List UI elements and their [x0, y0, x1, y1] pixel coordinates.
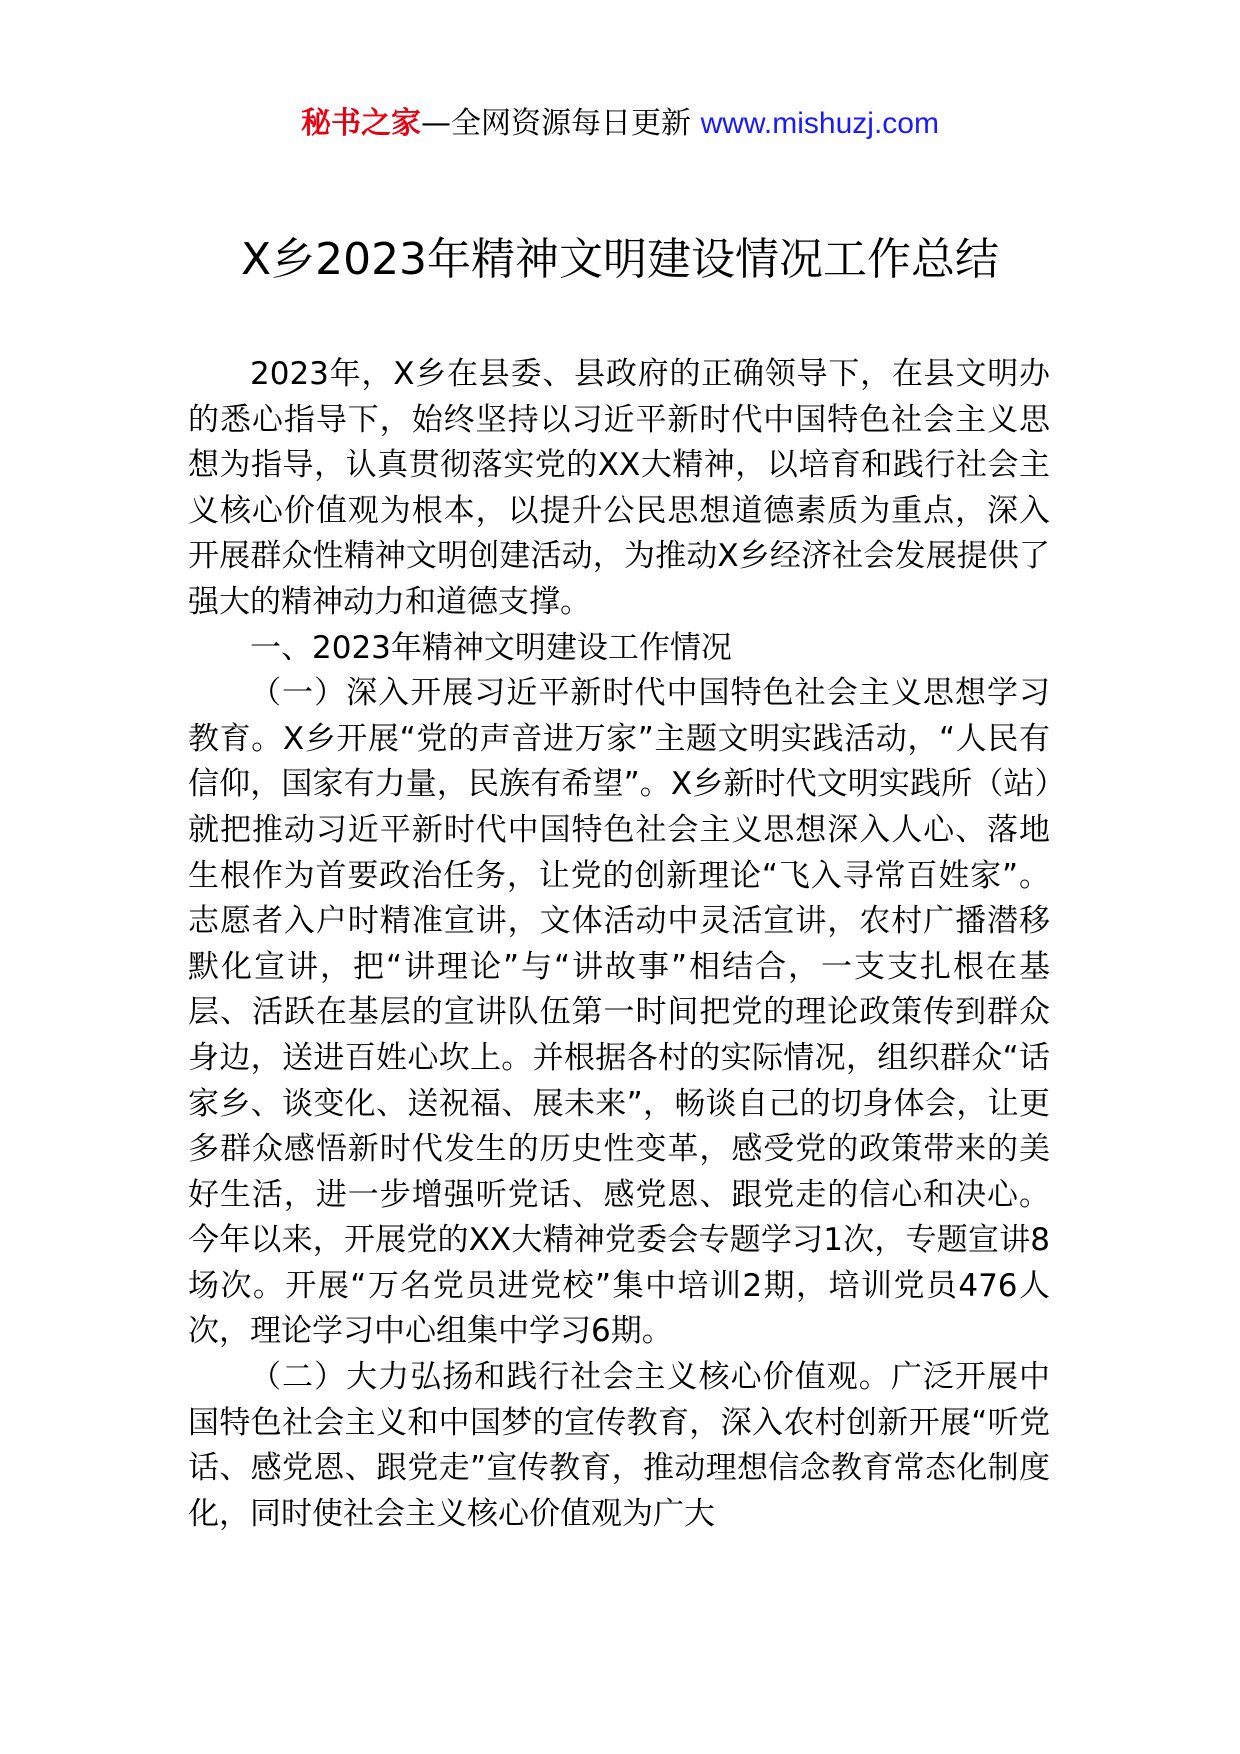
site-brand-name[interactable]: 秘书之家: [301, 106, 422, 141]
subsection-paragraph-1: （一）深入开展习近平新时代中国特色社会主义思想学习教育。X乡开展“党的声音进万家”主题文明实践活动，“人民有信仰，国家有力量，民族有希望”。X乡新时代文明实践所（站）就把推动习近平新时代中国特色社会主义思想深入人心、落地生根作为首要政治任务，让党的创新理论“飞入寻常百姓家”。志愿者入户时精准宣讲，文体活动中灵活宣讲，农村广播潜移默化宣讲，把“讲理论”与“讲故事”相结合，一支支扎根在基层、活跃在基层的宣讲队伍第一时间把党的理论政策传到群众身边，送进百姓心坎上。并根据各村的实际情况，组织群众“话家乡、谈变化、送祝福、展未来”，畅谈自己的切身体会，让更多群众感悟新时代发生的历史性变革，感受党的政策带来的美好生活，进一步增强听党话、感党恩、跟党走的信心和决心。今年以来，开展党的XX大精神党委会专题学习1次，专题宣讲8场次。开展“万名党员进党校”集中培训2期，培训党员476人次，理论学习中心组集中学习6期。: [188, 675, 1050, 1350]
site-url-link[interactable]: www.mishuzj.com: [700, 107, 939, 140]
site-header-banner: [0, 102, 1240, 146]
section-heading-1: 一、2023年精神文明建设工作情况: [250, 629, 732, 666]
document-body: [188, 352, 1050, 1537]
site-tagline: —全网资源每日更新: [421, 106, 692, 141]
subsection-paragraph-2: （二）大力弘扬和践行社会主义核心价值观。广泛开展中国特色社会主义和中国梦的宣传教育，深入农村创新开展“听党话、感党恩、跟党走”宣传教育，推动理想信念教育常态化制度化，同时使社会主义核心价值观为广大: [188, 1359, 1050, 1532]
document-title: X乡2023年精神文明建设情况工作总结: [240, 234, 1000, 285]
intro-paragraph: 2023年，X乡在县委、县政府的正确领导下，在县文明办的悉心指导下，始终坚持以习近平新时代中国特色社会主义思想为指导，认真贯彻落实党的XX大精神，以培育和践行社会主义核心价值观为根本，以提升公民思想道德素质为重点，深入开展群众性精神文明创建活动，为推动X乡经济社会发展提供了强大的精神动力和道德支撑。: [188, 356, 1050, 620]
